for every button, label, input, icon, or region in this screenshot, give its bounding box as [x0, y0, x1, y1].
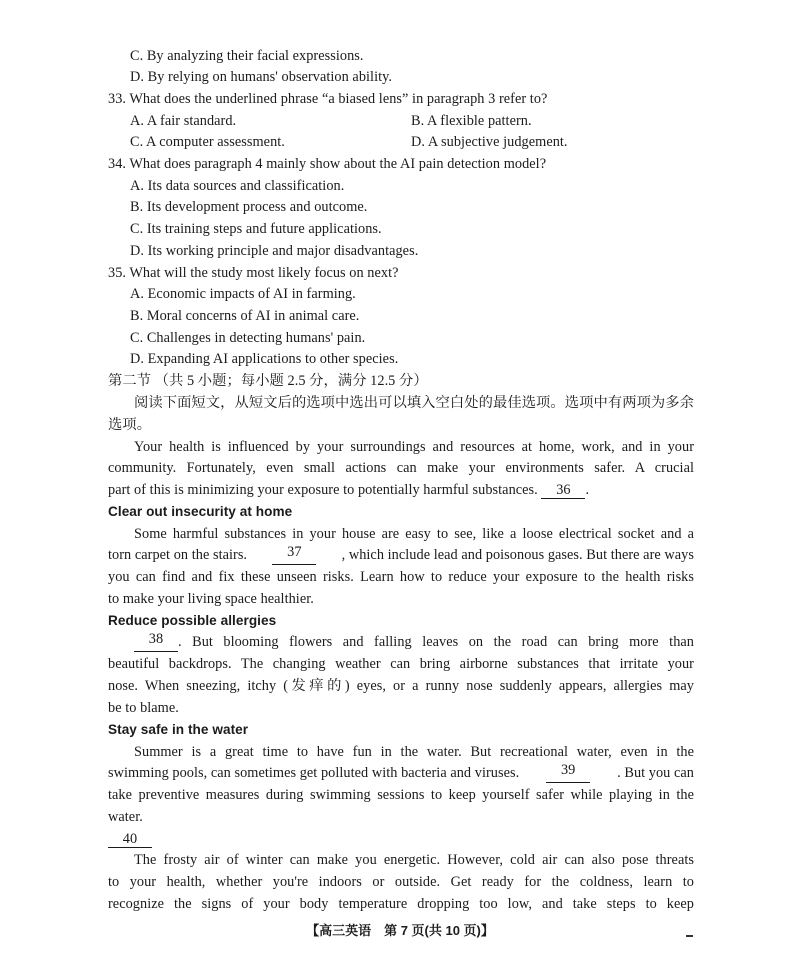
p1-line2: community. Fortunately, even small actions can make your environments safer. A crucial	[108, 460, 694, 476]
p2-line2	[108, 545, 694, 565]
q32-option-d: D. By relying on humans' observation ability.	[130, 69, 393, 85]
q33-option-c: C. A computer assessment.	[130, 134, 285, 150]
q33-stem: 33. What does the underlined phrase “a biased lens” in paragraph 3 refer to?	[108, 91, 548, 107]
section2-title: 第二节 （共 5 小题；每小题 2.5 分，满分 12.5 分）	[108, 373, 428, 389]
p2-line3: you can find and fix these unseen risks. Learn how to reduce your exposure to the health risks	[108, 569, 694, 585]
p4-line2-text-b: . But you can	[617, 765, 694, 781]
q34-option-b: B. Its development process and outcome.	[130, 199, 368, 215]
q35-option-d: D. Expanding AI applications to other species.	[130, 351, 399, 367]
p1-line3-period: .	[585, 482, 590, 498]
blank-37[interactable]: 37	[272, 545, 316, 565]
heading-clear-out-insecurity: Clear out insecurity at home	[108, 504, 293, 519]
p4-line4: water.	[108, 809, 143, 825]
p4-line2	[108, 763, 694, 783]
p5-line1: The frosty air of winter can make you energetic. However, cold air can also pose threats	[134, 852, 694, 868]
q33-option-d: D. A subjective judgement.	[411, 134, 568, 150]
p5-line3: recognize the signs of your body temperature dropping too low, and take steps to keep	[108, 896, 694, 912]
q32-option-c: C. By analyzing their facial expressions.	[130, 48, 364, 64]
p3-line3: nose. When sneezing, itchy (发痒的) eyes, or a runny nose suddenly appears, allergies may	[108, 678, 694, 694]
q34-option-d: D. Its working principle and major disadvantages.	[130, 243, 419, 259]
heading-reduce-allergies: Reduce possible allergies	[108, 613, 277, 628]
q34-stem: 34. What does paragraph 4 mainly show about the AI pain detection model?	[108, 156, 547, 172]
p2-line2-text-b: , which include lead and poisonous gases. But there are ways	[341, 547, 694, 563]
corner-mark	[686, 935, 693, 937]
q35-option-a: A. Economic impacts of AI in farming.	[130, 286, 356, 302]
p2-line2-text-a: torn carpet on the stairs.	[108, 547, 248, 563]
q34-option-a: A. Its data sources and classification.	[130, 178, 345, 194]
blank-36[interactable]: 36	[541, 483, 585, 499]
p1-line1: Your health is influenced by your surroundings and resources at home, work, and in your	[134, 439, 694, 455]
q35-stem: 35. What will the study most likely focus on next?	[108, 265, 399, 281]
q33-option-b: B. A flexible pattern.	[411, 113, 532, 129]
p3-line4: be to blame.	[108, 700, 179, 716]
q35-option-c: C. Challenges in detecting humans' pain.	[130, 330, 366, 346]
p3-line2: beautiful backdrops. The changing weather can bring airborne substances that irritate your	[108, 656, 694, 672]
p2-line4: to make your living space healthier.	[108, 591, 314, 607]
heading-stay-safe-water: Stay safe in the water	[108, 722, 249, 737]
p1-line3	[108, 480, 589, 500]
p3-line1-text: . But blooming flowers and falling leaves on the road can bring more than	[178, 634, 694, 650]
heading-blank-40	[108, 829, 152, 849]
p5-line2: to your health, whether you're indoors or outside. Get ready for the coldness, learn to	[108, 874, 694, 890]
blank-40[interactable]: 40	[108, 832, 152, 848]
p4-line1: Summer is a great time to have fun in the water. But recreational water, even in the	[134, 744, 694, 760]
q35-option-b: B. Moral concerns of AI in animal care.	[130, 308, 360, 324]
p4-line3: take preventive measures during swimming sessions to keep yourself safer while playing in the	[108, 787, 694, 803]
q34-option-c: C. Its training steps and future applications.	[130, 221, 382, 237]
q33-option-a: A. A fair standard.	[130, 113, 237, 129]
blank-39[interactable]: 39	[546, 763, 590, 783]
p3-line1	[134, 632, 694, 652]
page-footer: 【高三英语 第 7 页(共 10 页)】	[306, 923, 494, 938]
section2-instruction-end: 选项。	[108, 417, 152, 433]
blank-38[interactable]: 38	[134, 632, 178, 652]
section2-instruction: 阅读下面短文，从短文后的选项中选出可以填入空白处的最佳选项。选项中有两项为多余	[134, 395, 694, 411]
p1-line3-text: part of this is minimizing your exposure to potentially harmful substances.	[108, 482, 538, 498]
p2-line1: Some harmful substances in your house are easy to see, like a loose electrical socket and a	[134, 526, 694, 542]
p4-line2-text-a: swimming pools, can sometimes get polluted with bacteria and viruses.	[108, 765, 520, 781]
